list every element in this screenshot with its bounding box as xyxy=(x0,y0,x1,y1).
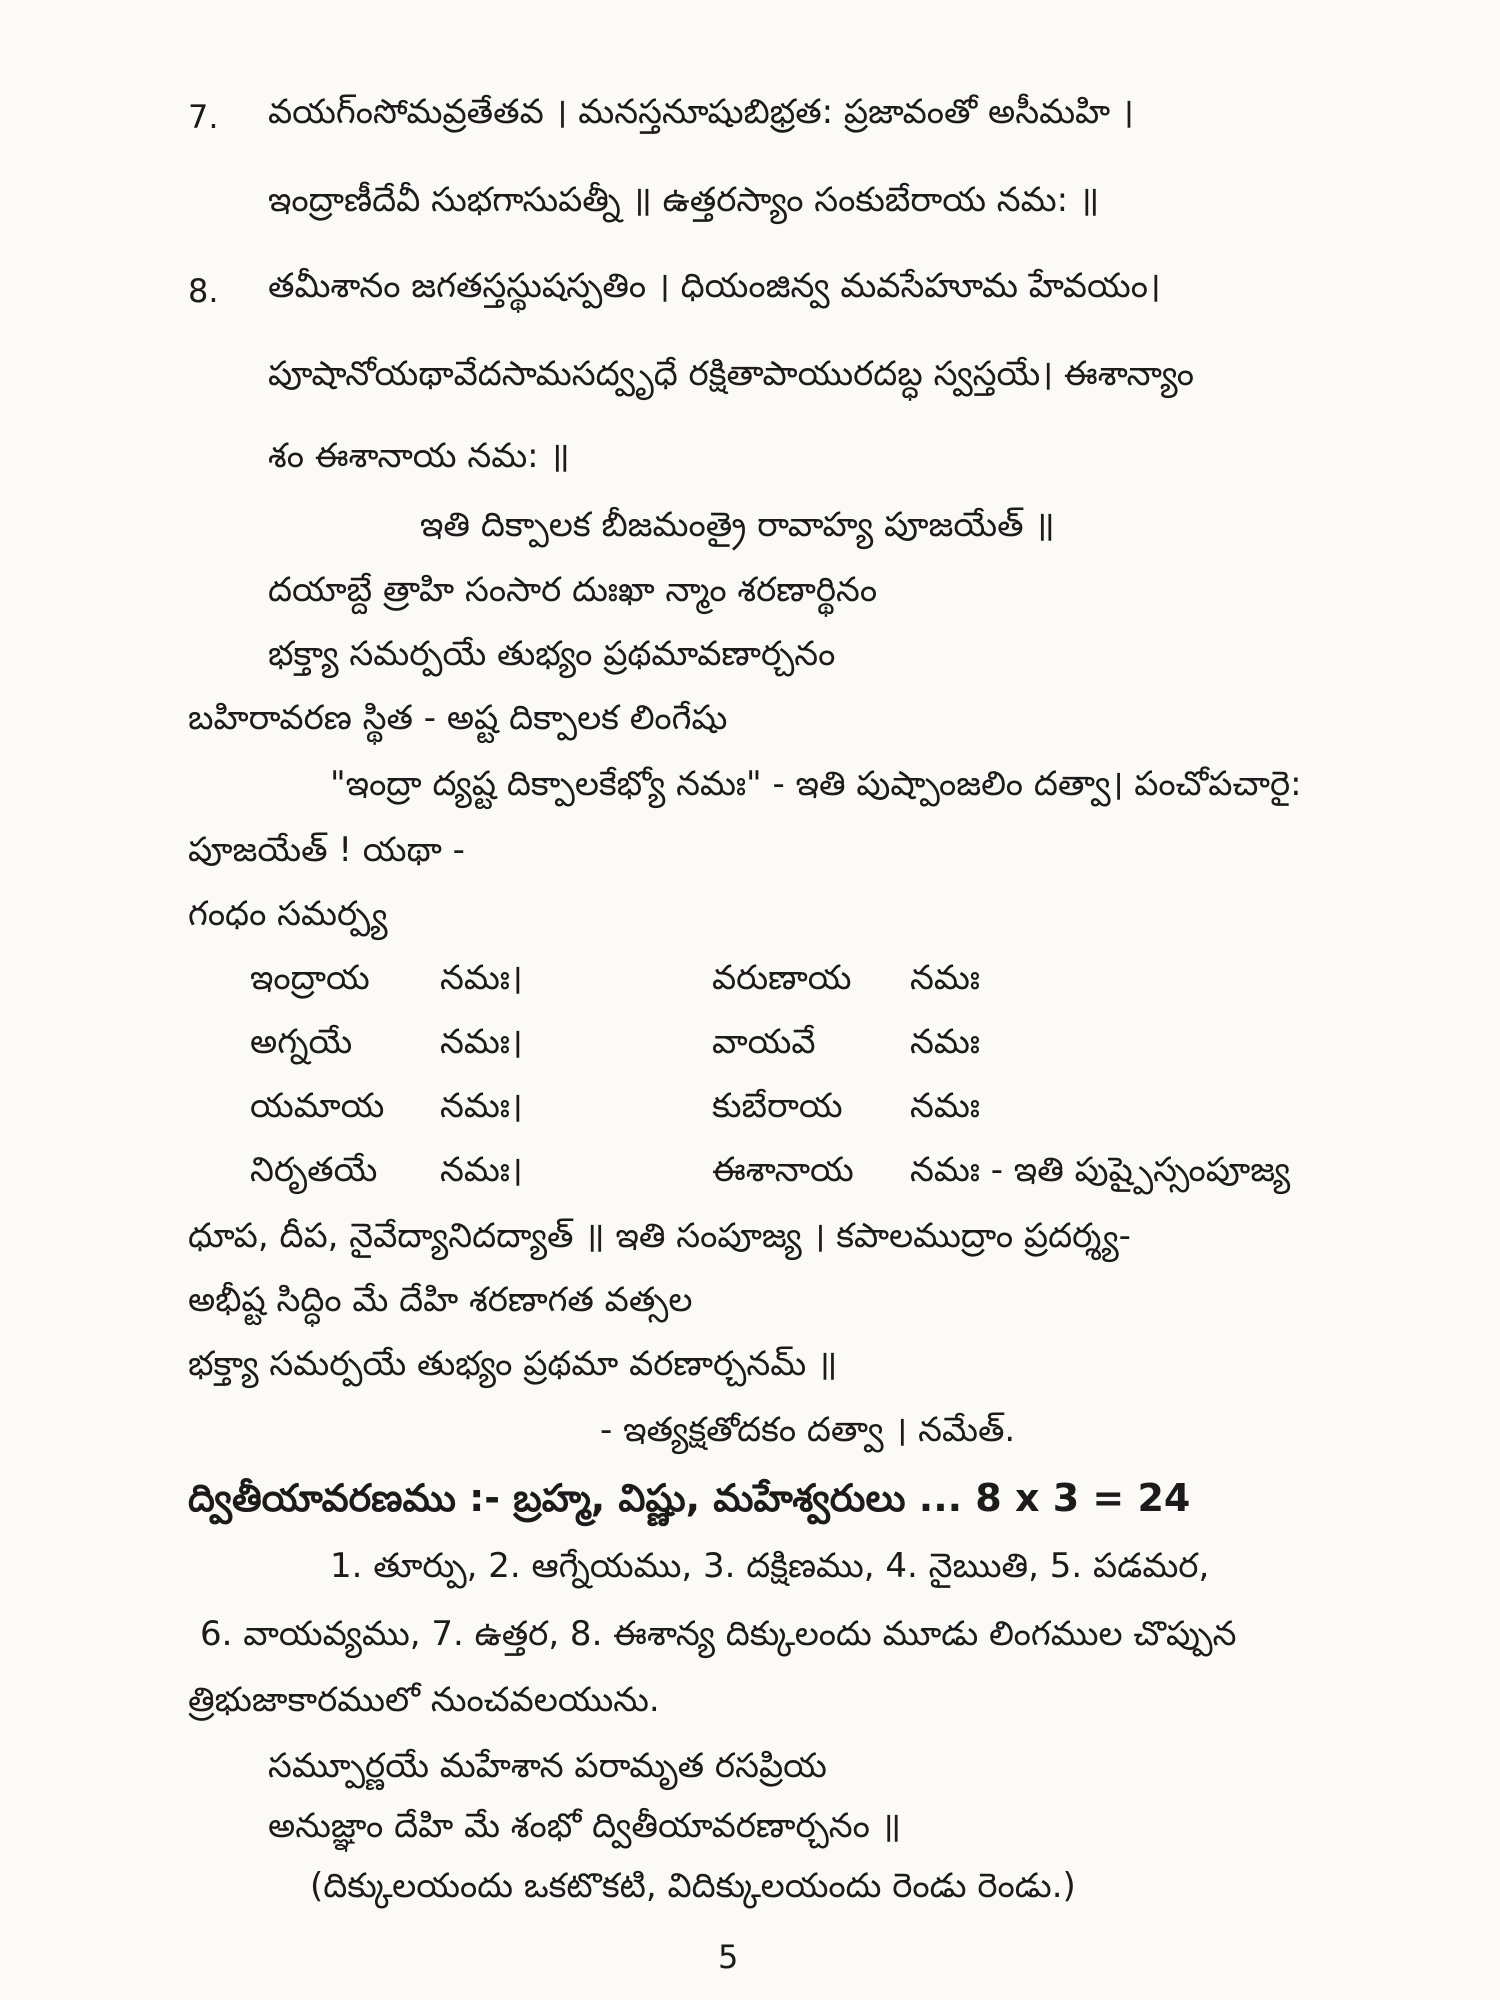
dhupa-line: ధూప, దీప, నైవేద్యానిదద్యాత్ ॥ ఇతి సంపూజ్య । కపాలముద్రాం ప్రదర్శ్య- xyxy=(188,1216,1131,1256)
dayabdhe-line: దయాబ్దే త్రాహి సంసార దుఃఖా న్మాం శరణార్థినం xyxy=(268,570,878,610)
deity-namah: నమః। xyxy=(440,958,523,998)
verse-8-line-2: పూషానోయథావేదసామసద్వృధే రక్షితాపాయురదబ్ధ స్వస్తయే। ఈశాన్యాం xyxy=(268,354,1195,394)
deity-name: అగ్నయే xyxy=(250,1022,353,1062)
deity-namah: నమః xyxy=(910,1086,980,1126)
directions-line-2: 6. వాయవ్యము, 7. ఉత్తర, 8. ఈశాన్య దిక్కులందు మూడు లింగముల చొప్పున xyxy=(200,1614,1237,1654)
verse-8-line-3: శం ఈశానాయ నమ: ॥ xyxy=(268,436,570,476)
sampurnaya-line: సమ్పూర్ణయే మహేశాన పరామృత రసప్రియ xyxy=(268,1746,827,1786)
note-line: (దిక్కులయందు ఒకటొకటి, విదిక్కులయందు రెండు రెండు.) xyxy=(310,1866,1076,1906)
page-number: 5 xyxy=(718,1938,739,1976)
abhishta-line: అభీష్ట సిద్ధిం మే దేహి శరణాగత వత్సల xyxy=(188,1280,693,1320)
pujayet-line: పూజయేత్ ! యథా - xyxy=(188,830,465,870)
directions-line-3: త్రిభుజాకారములో నుంచవలయును. xyxy=(188,1680,660,1720)
gandham-line: గంధం సమర్ప్య xyxy=(188,894,388,934)
bhaktya-line-1: భక్త్యా సమర్పయే తుభ్యం ప్రథమావణార్చనం xyxy=(268,634,836,674)
deity-name: ఈశానాయ xyxy=(712,1150,854,1190)
anujnam-line: అనుజ్ఞాం దేహి మే శంభో ద్వితీయావరణార్చనం ॥ xyxy=(268,1806,902,1846)
deity-namah: నమః - ఇతి పుష్పైస్సంపూజ్య xyxy=(910,1150,1291,1190)
deity-name: నిరృతయే xyxy=(250,1150,378,1190)
verse-number-8: 8. xyxy=(188,272,219,310)
verse-7-line-1: వయగ్ంసోమవ్రతేతవ । మనస్తనూషుబిభ్రత: ప్రజావంతో అసీమహి । xyxy=(268,92,1134,132)
deity-name: కుబేరాయ xyxy=(712,1086,843,1126)
deity-name: ఇంద్రాయ xyxy=(250,958,370,998)
verse-7-line-2: ఇంద్రాణీదేవీ సుభగాసుపత్నీ ॥ ఉత్తరస్యాం సంకుబేరాయ నమ: ॥ xyxy=(268,180,1100,220)
deity-namah: నమః। xyxy=(440,1022,523,1062)
section-heading: ద్వితీయావరణము :- బ్రహ్మ, విష్ణు, మహేశ్వరులు ... 8 x 3 = 24 xyxy=(188,1476,1191,1520)
bhaktya-line-2: భక్త్యా సమర్పయే తుభ్యం ప్రథమా వరణార్చనమ్ ॥ xyxy=(188,1344,838,1384)
deity-namah: నమః xyxy=(910,958,980,998)
deity-namah: నమః। xyxy=(440,1150,523,1190)
deity-namah: నమః xyxy=(910,1022,980,1062)
ityakshata-line: - ఇత్యక్షతోదకం దత్వా । నమేత్. xyxy=(600,1410,1016,1450)
deity-name: యమాయ xyxy=(250,1086,385,1126)
iti-dikpalaka-line: ఇతి దిక్పాలక బీజమంత్రై రావాహ్య పూజయేత్ ॥ xyxy=(420,505,1055,545)
directions-line-1: 1. తూర్పు, 2. ఆగ్నేయము, 3. దక్షిణము, 4. నైఋతి, 5. పడమర, xyxy=(330,1546,1210,1586)
bahiravarana-line: బహిరావరణ స్థిత - అష్ట దిక్పాలక లింగేషు xyxy=(188,698,728,738)
deity-name: వాయవే xyxy=(712,1022,816,1062)
verse-8-line-1: తమీశానం జగతస్తస్థుషస్పతిం । ధియంజిన్వ మవసేహూమ హేవయం। xyxy=(268,266,1161,306)
indradyashta-line: "ఇంద్రా ద్యష్ట దిక్పాలకేభ్యో నమః" - ఇతి పుష్పాంజలిం దత్వా। పంచోపచారై: xyxy=(330,764,1302,804)
verse-number-7: 7. xyxy=(188,98,219,136)
deity-name: వరుణాయ xyxy=(712,958,852,998)
deity-namah: నమః। xyxy=(440,1086,523,1126)
